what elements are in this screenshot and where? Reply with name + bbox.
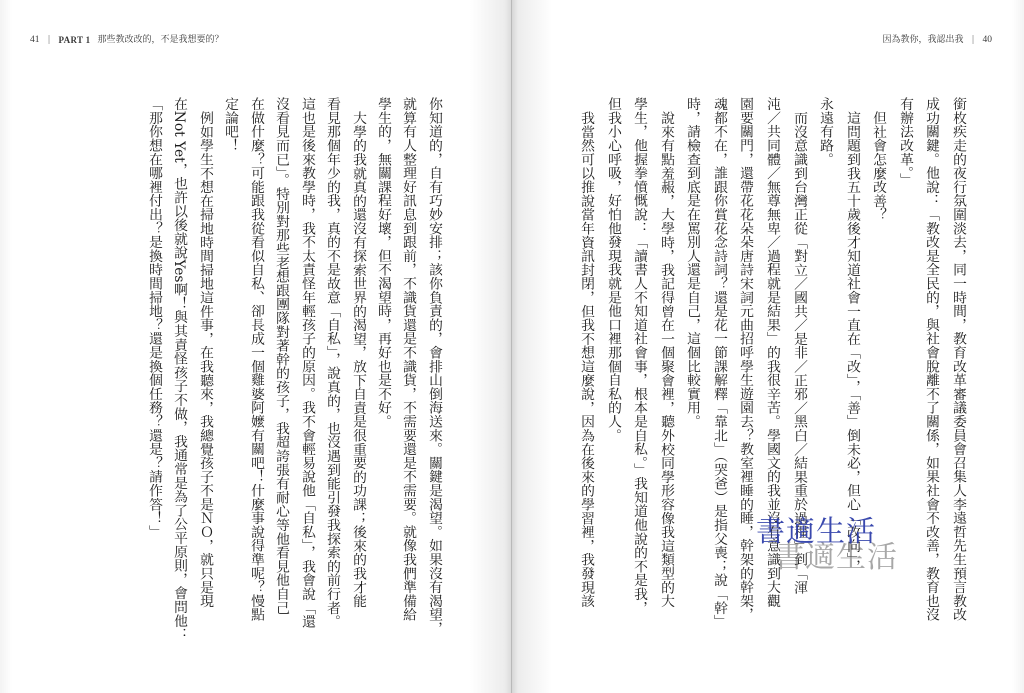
text-column: 但我小心呼吸，好怕他發現我就是他口裡那個自私的人。 — [605, 97, 621, 442]
book-title: 因為教你，我認出我 — [882, 35, 964, 45]
text-column: 學生，他握拳憤慨說：「讀書人不知道社會事，根本是自私。」我知道他說的不是我， — [631, 97, 647, 615]
header-separator: | — [971, 35, 975, 45]
text-column: 有辦法改革。」 — [897, 97, 913, 187]
page-number: 41 — [30, 35, 40, 45]
text-column: 說來有點羞赧，大學時，我記得曾在一個聚會裡，聽外校同學形容像我這類型的大 — [658, 111, 674, 608]
text-column: 這也是後來教學時，我不太責怪年輕孩子的原因。我不會輕易說他「自私」，我會說「還 — [299, 97, 315, 629]
text-column: 在Not Yet，也許以後就說Yes啊！與其責怪孩子不做，我通常是為了公平原則，會問他： — [171, 97, 187, 642]
watermark-shadow: 書適生活 — [774, 540, 898, 575]
part-label: PART 1 — [58, 35, 91, 45]
text-column: 這問題到我五十歲後才知道社會一直在「改」，「善」倒未必，但心「改向」， — [844, 111, 860, 574]
text-column: 你知道的，自有巧妙安排；該你負責的，會排山倒海送來。關鍵是渴望。如果沒有渴望， — [426, 97, 442, 636]
text-column: 我當然可以推說當年資訊封閉，但我不想這麼說，因為在後來的學習裡，我發現該 — [578, 111, 594, 608]
text-column: 就算有人整理好訊息到跟前，不識貨還是不識貨，不需要還是不需要。就像我們準備給 — [400, 97, 416, 622]
text-column: 沒看見而已」。特別對那些老想跟團隊對著幹的孩子，我超誇張有耐心等他看見他自己 — [273, 97, 289, 615]
watermark: 書適生活 — [756, 514, 877, 548]
running-header-left — [30, 34, 223, 46]
running-header-right — [882, 34, 992, 46]
text-column: 在做什麼？可能跟我從看似自私、卻長成一個雞婆阿嬤有關吧！什麼事說得準呢？慢點 — [248, 97, 264, 622]
text-column: 但社會怎麼改善？ — [870, 111, 886, 222]
text-column: 園要關門，還帶花花朵朵唐詩宋詞元曲招呼學生遊園去？教室裡睡的睡，幹架的幹架， — [737, 97, 753, 622]
text-column: 看見那個年少的我，真的不是故意「自私」，說真的，也沒遇到能引發我探索的前行者。 — [324, 97, 340, 629]
text-column: 「那你想在哪裡付出？是換時間掃地？還是換個任務？還是？請作答！」 — [146, 97, 162, 539]
page-number: 40 — [982, 35, 992, 45]
text-column: 學生的，無關課程好壞，但不渴望時，再好也是不好。 — [375, 97, 391, 429]
text-column: 例如學生不想在掃地時間掃地這件事，在我聽來，我總覺孩子不是ＮＯ，就只是現 — [197, 111, 213, 608]
text-column: 沌／共同體／無尊無卑／過程就是結果」的我很辛苦。學國文的我並沒有意識到大觀 — [764, 97, 780, 608]
text-column: 定論吧！ — [222, 97, 238, 153]
right-page — [512, 0, 1024, 693]
text-column: 大學的我就真的還沒有探索世界的渴望，放下自責是很重要的功課；後來的我才能 — [350, 111, 366, 608]
chapter-title: 那些教改改的，不是我想要的？ — [97, 35, 224, 45]
text-column: 時，請檢查到底是在罵別人還是自己，這個比較實用。 — [684, 97, 700, 429]
text-column: 而沒意識到台灣正從「對立／國共／是非／正邪／黑白／結果重於過程」到「渾 — [791, 111, 807, 594]
text-column: 魂都不在，誰跟你賞花念詩詞？還是花一節課解釋「靠北」（哭爸）是指父喪；說「幹」 — [711, 97, 727, 629]
text-column: 銜枚疾走的夜行氛圍淡去，同一時間，教育改革審議委員會召集人李遠哲先生預言教改 — [950, 97, 966, 622]
text-column: 成功關鍵。他說：「教改是全民的，與社會脫離不了關係，如果社會不改善，教育也沒 — [923, 97, 939, 622]
text-column: 永遠有路。 — [817, 97, 833, 166]
header-separator: | — [47, 35, 51, 45]
book-spine-gutter — [511, 0, 512, 693]
